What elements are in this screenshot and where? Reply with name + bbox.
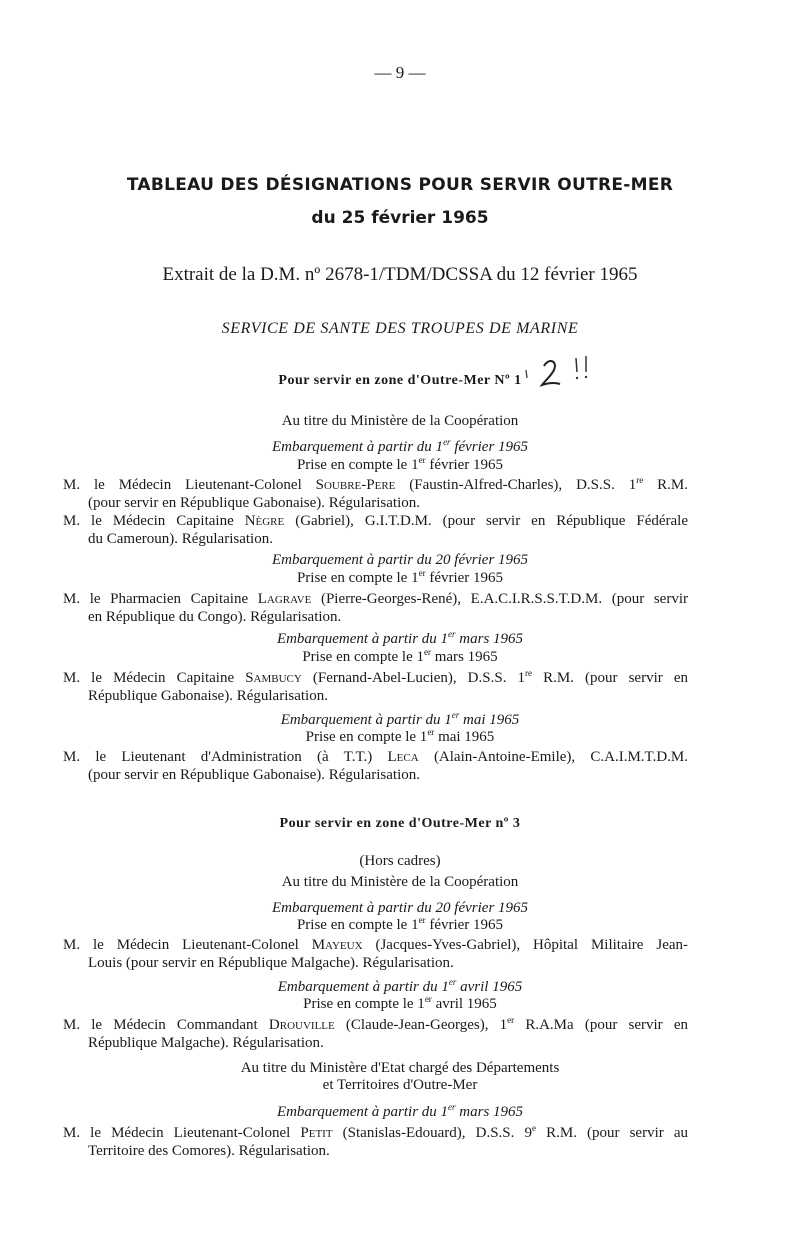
service-heading: SERVICE DE SANTE DES TROUPES DE MARINE	[221, 320, 579, 337]
zone3-g2-entry1-line2: République Malgache). Régularisation.	[88, 1035, 324, 1051]
zone1-g2-prise: Prise en compte le 1er février 1965	[296, 568, 504, 586]
zone1-g2-embarquement: Embarquement à partir du 20 février 1965	[271, 552, 529, 568]
zone3-g1-prise: Prise en compte le 1er février 1965	[296, 915, 504, 933]
zone1-g3-prise: Prise en compte le 1er mars 1965	[302, 647, 498, 665]
officer-name: Nègre	[244, 513, 285, 529]
zone1-heading: Pour servir en zone d'Outre-Mer Nº 1	[278, 373, 522, 388]
zone1-g1-embarquement: Embarquement à partir du 1er février 1965	[271, 437, 529, 455]
extrait-reference: Extrait de la D.M. nº 2678-1/TDM/DCSSA du 12 février 1965	[162, 264, 638, 285]
zone1-g4-entry1-line2: (pour servir en République Gabonaise). Régularisation.	[88, 767, 420, 783]
officer-name: Drouville	[268, 1017, 335, 1033]
zone3-ministere2-line1: Au titre du Ministère d'Etat chargé des Départements	[240, 1060, 560, 1076]
zone3-ministere2-line2: et Territoires d'Outre-Mer	[322, 1077, 478, 1093]
zone1-g3-entry1-line2: République Gabonaise). Régularisation.	[88, 688, 328, 704]
zone1-g4-entry1-line1: M. le Lieutenant d'Administration (à T.T.) Leca (Alain-Antoine-Emile), C.A.I.M.T.D.M.	[63, 749, 689, 765]
zone1-g1-entry2-line1: M. le Médecin Capitaine Nègre (Gabriel), G.I.T.D.M. (pour servir en République Fédérale	[63, 513, 689, 529]
officer-name: Sambucy	[245, 670, 302, 686]
zone3-g2-entry1-line1: M. le Médecin Commandant Drouville (Claude-Jean-Georges), 1er R.A.Ma (pour servir en	[63, 1015, 688, 1033]
zone1-g1-entry1-line2: (pour servir en République Gabonaise). Régularisation.	[88, 495, 420, 511]
zone3-g3-entry1-line1: M. le Médecin Lieutenant-Colonel Petit (Stanislas-Edouard), D.S.S. 9e R.M. (pour servir au	[63, 1123, 688, 1141]
zone3-g1-entry1-line1: M. le Médecin Lieutenant-Colonel Mayeux (Jacques-Yves-Gabriel), Hôpital Militaire Jean-	[63, 937, 689, 953]
officer-name: Lagrave	[257, 591, 312, 607]
zone1-ministere: Au titre du Ministère de la Coopération	[281, 413, 519, 429]
zone3-g1-embarquement: Embarquement à partir du 20 février 1965	[271, 900, 529, 916]
zone1-g2-entry1-line2: en République du Congo). Régularisation.	[88, 609, 342, 625]
zone1-g3-entry1-line1: M. le Médecin Capitaine Sambucy (Fernand-Abel-Lucien), D.S.S. 1re R.M. (pour servir en	[63, 668, 688, 686]
zone1-g4-prise: Prise en compte le 1er mai 1965	[305, 727, 495, 745]
zone1-g4-embarquement: Embarquement à partir du 1er mai 1965	[280, 710, 520, 728]
zone3-g2-embarquement: Embarquement à partir du 1er avril 1965	[277, 977, 523, 995]
handwritten-annotation	[522, 352, 602, 392]
officer-name: Mayeux	[311, 937, 363, 953]
zone1-g1-entry1-line1: M. le Médecin Lieutenant-Colonel Soubre-Pere (Faustin-Alfred-Charles), D.S.S. 1re R.M.	[63, 475, 688, 493]
page-number: — 9 —	[374, 63, 426, 82]
zone1-g1-prise: Prise en compte le 1er février 1965	[296, 455, 504, 473]
zone3-g1-entry1-line2: Louis (pour servir en République Malgache). Régularisation.	[88, 955, 454, 971]
zone1-g2-entry1-line1: M. le Pharmacien Capitaine Lagrave (Pierre-Georges-René), E.A.C.I.R.S.S.T.D.M. (pour servir	[63, 591, 689, 607]
zone1-g1-entry2-line2: du Cameroun). Régularisation.	[88, 531, 273, 547]
document-title: TABLEAU DES DÉSIGNATIONS POUR SERVIR OUTRE-MER	[126, 175, 674, 195]
zone3-g3-embarquement: Embarquement à partir du 1er mars 1965	[276, 1102, 524, 1120]
zone3-g3-entry1-line2: Territoire des Comores). Régularisation.	[88, 1143, 330, 1159]
officer-name: Petit	[300, 1125, 333, 1141]
officer-name: Soubre-Pere	[315, 477, 396, 493]
zone3-heading: Pour servir en zone d'Outre-Mer nº 3	[279, 816, 521, 831]
zone3-hors-cadres: (Hors cadres)	[359, 853, 441, 869]
document-date: du 25 février 1965	[311, 208, 489, 228]
zone3-g2-prise: Prise en compte le 1er avril 1965	[303, 994, 497, 1012]
zone3-ministere: Au titre du Ministère de la Coopération	[281, 874, 519, 890]
zone1-g3-embarquement: Embarquement à partir du 1er mars 1965	[276, 629, 524, 647]
officer-name: Leca	[387, 749, 419, 765]
